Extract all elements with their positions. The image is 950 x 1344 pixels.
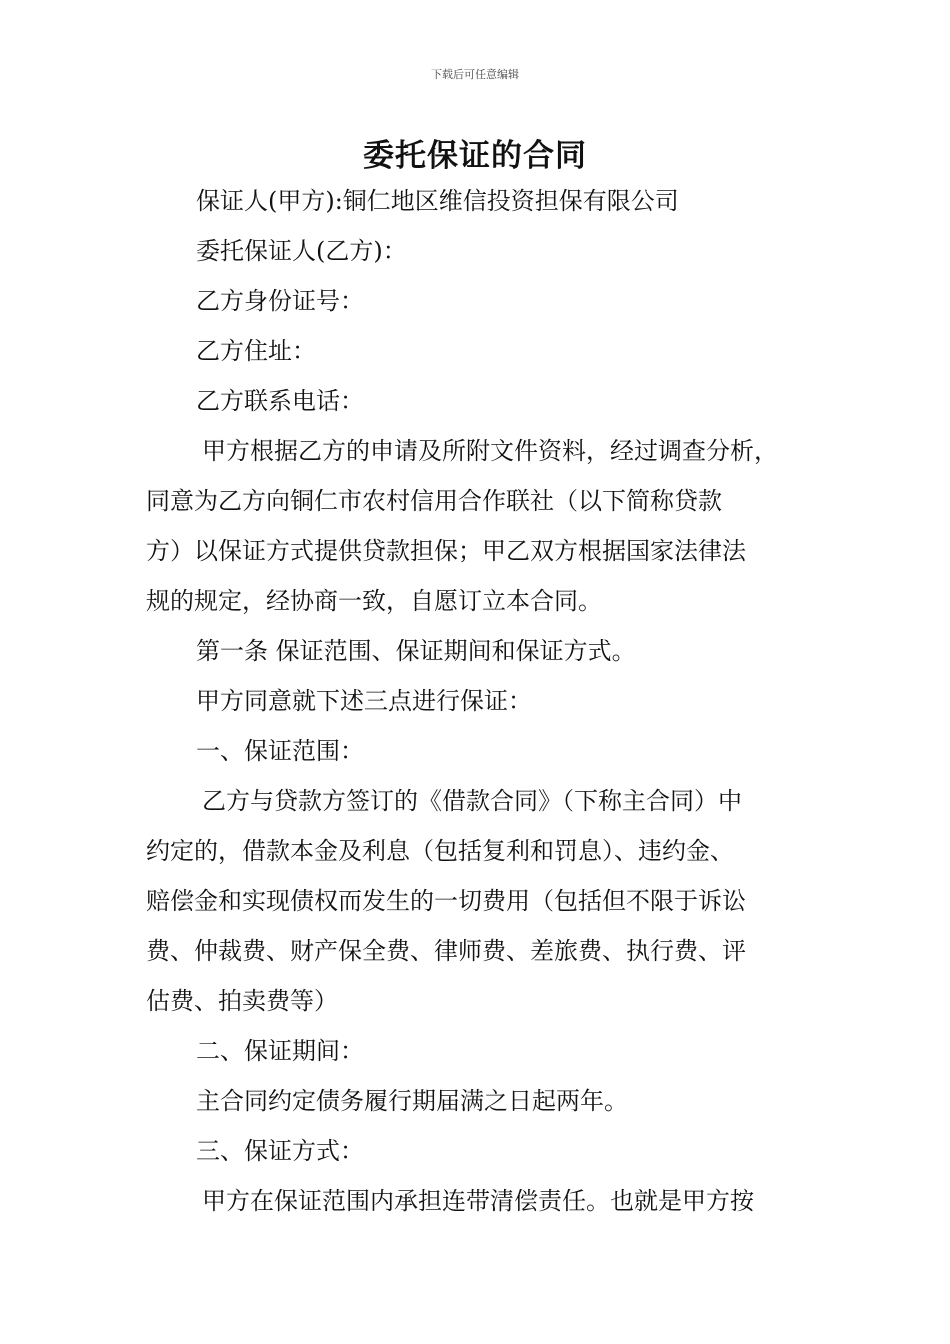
paragraph-line: 同意为乙方向铜仁市农村信用合作联社（以下简称贷款: [146, 487, 722, 515]
paragraph-line: 方）以保证方式提供贷款担保；甲乙双方根据国家法律法: [146, 537, 746, 565]
document-body: [146, 176, 821, 1226]
address-line: 乙方住址：: [196, 337, 316, 365]
phone-line: 乙方联系电话：: [196, 387, 364, 415]
id-number-line: 乙方身份证号：: [196, 287, 364, 315]
paragraph-line: 主合同约定债务履行期届满之日起两年。: [196, 1087, 628, 1115]
article-heading: 第一条 保证范围、保证期间和保证方式。: [196, 637, 636, 665]
header-note: 下载后可任意编辑: [431, 68, 519, 81]
section-heading: 二、保证期间：: [196, 1037, 364, 1065]
paragraph-line: 约定的，借款本金及利息（包括复利和罚息）、违约金、: [146, 837, 734, 865]
paragraph-line: 甲方同意就下述三点进行保证：: [196, 687, 532, 715]
paragraph-line: 估费、拍卖费等）: [146, 987, 338, 1015]
paragraph-line: 甲方在保证范围内承担连带清偿责任。也就是甲方按: [202, 1187, 754, 1215]
principal-line: 委托保证人(乙方)：: [196, 237, 407, 265]
paragraph-line: 赔偿金和实现债权而发生的一切费用（包括但不限于诉讼: [146, 887, 746, 915]
guarantor-line: 保证人(甲方):铜仁地区维信投资担保有限公司: [196, 187, 679, 215]
document-title: 委托保证的合同: [363, 138, 587, 174]
paragraph-line: 乙方与贷款方签订的《借款合同》（下称主合同）中: [202, 787, 742, 815]
paragraph-line: 费、仲裁费、财产保全费、律师费、差旅费、执行费、评: [146, 937, 746, 965]
paragraph-line: 规的规定，经协商一致，自愿订立本合同。: [146, 587, 602, 615]
paragraph-line: 甲方根据乙方的申请及所附文件资料，经过调查分析，: [202, 437, 778, 465]
section-heading: 一、保证范围：: [196, 737, 364, 765]
section-heading: 三、保证方式：: [196, 1137, 364, 1165]
